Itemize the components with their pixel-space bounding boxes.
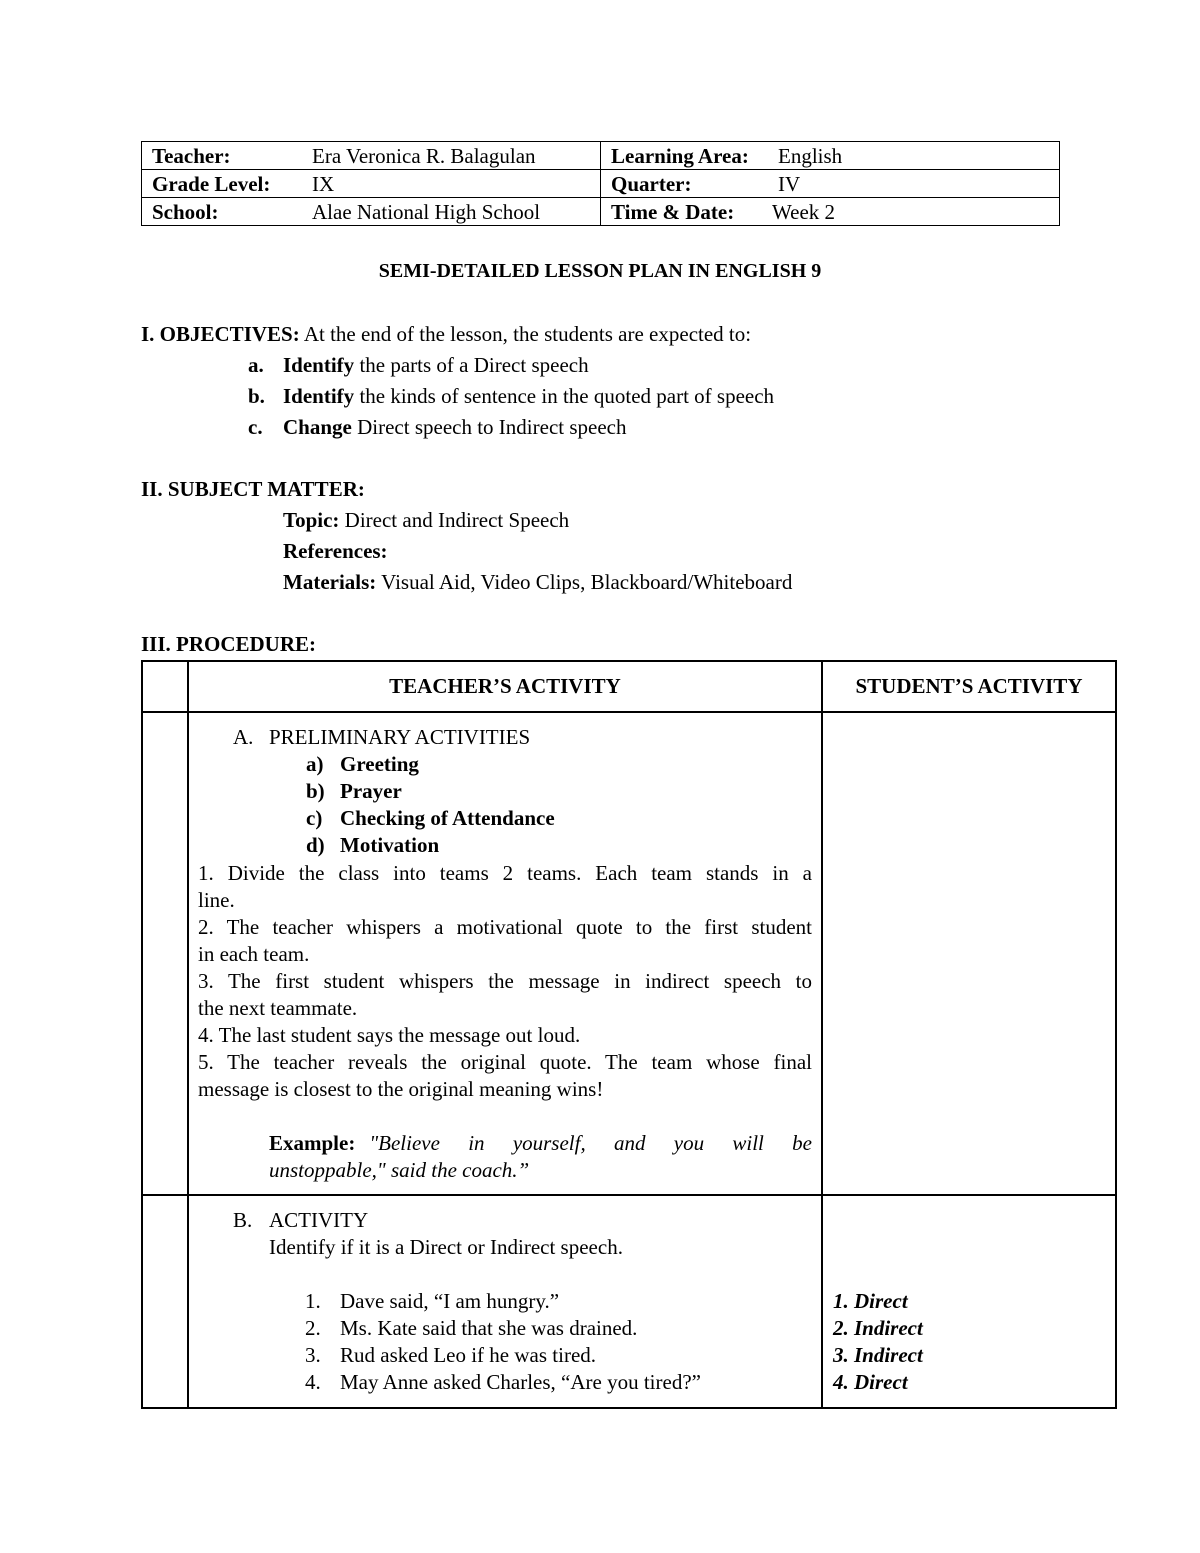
lesson-info-table: [141, 141, 1060, 226]
objective-text: the parts of a Direct speech: [359, 353, 589, 377]
example-quote-part1: "Believe in yourself, and you will be: [369, 1131, 812, 1155]
info-row-teacher: [142, 142, 1060, 170]
subitem-greeting: Greeting: [340, 752, 419, 776]
preliminary-title: PRELIMINARY ACTIVITIES: [269, 725, 531, 749]
answer: 1. Direct: [833, 1289, 908, 1313]
learning-area-value: English: [778, 143, 843, 168]
instruction-line: 3. The first student whispers the message in indirect speech to: [198, 969, 812, 993]
student-activity-header: STUDENT’S ACTIVITY: [822, 661, 1116, 712]
answer: 3. Indirect: [833, 1343, 923, 1367]
instruction-line: the next teammate.: [198, 996, 358, 1020]
school-value: Alae National High School: [312, 199, 541, 224]
objective-text: Direct speech to Indirect speech: [357, 415, 627, 439]
procedure-table: [141, 660, 1117, 1409]
subject-matter-heading: II. SUBJECT MATTER:: [141, 477, 365, 501]
objectives-intro: At the end of the lesson, the students are expected to:: [303, 322, 752, 346]
objective-verb: Identify: [283, 384, 355, 408]
answer: 4. Direct: [833, 1370, 908, 1394]
objective-letter: a.: [248, 353, 264, 377]
example-quote-part2: unstoppable," said the coach.”: [269, 1158, 530, 1182]
objectives-line: [141, 320, 751, 348]
subitem-attendance: Checking of Attendance: [340, 806, 555, 830]
item-number: 3.: [305, 1343, 321, 1367]
instruction-line: 1. Divide the class into teams 2 teams. Each team stands in a: [198, 861, 812, 885]
item-number: 2.: [305, 1316, 321, 1340]
objective-verb: Identify: [283, 353, 355, 377]
subitem-letter: c): [306, 806, 323, 830]
document-title: SEMI-DETAILED LESSON PLAN IN ENGLISH 9: [378, 260, 822, 282]
activity-row: [142, 1195, 1116, 1408]
section-letter: B.: [233, 1208, 253, 1232]
objective-item: [283, 413, 626, 441]
quarter-value: IV: [778, 171, 801, 196]
subitem-letter: b): [306, 779, 325, 803]
topic-label: Topic:: [283, 508, 340, 532]
info-row-school: [142, 198, 1060, 226]
activity-title: ACTIVITY: [269, 1208, 369, 1232]
instruction-line: line.: [198, 888, 235, 912]
quarter-label: Quarter:: [611, 171, 692, 196]
instruction-line: 5. The teacher reveals the original quote. The team whose final: [198, 1050, 812, 1074]
references-label: References:: [283, 539, 388, 563]
preliminary-teacher-cell: [188, 712, 822, 1195]
topic-line: [283, 506, 569, 534]
instruction-line: in each team.: [198, 942, 310, 966]
blank-header-cell: [142, 661, 188, 712]
grade-label: Grade Level:: [152, 171, 271, 196]
row-number-cell: [142, 712, 188, 1195]
procedure-header-row: [142, 661, 1116, 712]
row-number-cell: [142, 1195, 188, 1408]
example-label: Example:: [269, 1131, 356, 1155]
teacher-activity-header: TEACHER’S ACTIVITY: [188, 661, 822, 712]
example-line-1: [269, 1130, 812, 1157]
materials-value: Visual Aid, Video Clips, Blackboard/Whiteboard: [381, 570, 793, 594]
instruction-line: message is closest to the original meaning wins!: [198, 1077, 604, 1101]
item-number: 4.: [305, 1370, 321, 1394]
info-row-grade: [142, 170, 1060, 198]
instruction-line: 2. The teacher whispers a motivational quote to the first student: [198, 915, 812, 939]
objective-verb: Change: [283, 415, 352, 439]
activity-instruction: Identify if it is a Direct or Indirect speech.: [269, 1235, 623, 1259]
objectives-heading: I. OBJECTIVES:: [141, 322, 300, 346]
subitem-prayer: Prayer: [340, 779, 402, 803]
time-date-value: Week 2: [772, 199, 836, 224]
teacher-label: Teacher:: [152, 143, 231, 168]
objective-letter: c.: [248, 415, 263, 439]
instruction-line: 4. The last student says the message out loud.: [198, 1023, 581, 1047]
procedure-heading: III. PROCEDURE:: [141, 632, 317, 656]
objective-letter: b.: [248, 384, 265, 408]
subitem-motivation: Motivation: [340, 833, 440, 857]
materials-label: Materials:: [283, 570, 377, 594]
topic-value: Direct and Indirect Speech: [344, 508, 570, 532]
activity-student-cell: [822, 1195, 1116, 1408]
learning-area-label: Learning Area:: [611, 143, 749, 168]
time-date-label: Time & Date:: [611, 199, 735, 224]
teacher-value: Era Veronica R. Balagulan: [312, 143, 536, 168]
activity-item: Rud asked Leo if he was tired.: [340, 1343, 597, 1367]
objective-text: the kinds of sentence in the quoted part of speech: [359, 384, 775, 408]
grade-value: IX: [312, 171, 335, 196]
activity-item: Ms. Kate said that she was drained.: [340, 1316, 638, 1340]
objective-item: [283, 351, 589, 379]
preliminary-row: [142, 712, 1116, 1195]
answer: 2. Indirect: [833, 1316, 923, 1340]
subitem-letter: d): [306, 833, 325, 857]
school-label: School:: [152, 199, 219, 224]
item-number: 1.: [305, 1289, 321, 1313]
activity-item: Dave said, “I am hungry.”: [340, 1289, 560, 1313]
subitem-letter: a): [306, 752, 324, 776]
materials-line: [283, 568, 792, 596]
activity-item: May Anne asked Charles, “Are you tired?”: [340, 1370, 701, 1394]
activity-teacher-cell: [188, 1195, 822, 1408]
section-letter: A.: [233, 725, 254, 749]
objective-item: [283, 382, 774, 410]
preliminary-student-cell: [822, 712, 1116, 1195]
